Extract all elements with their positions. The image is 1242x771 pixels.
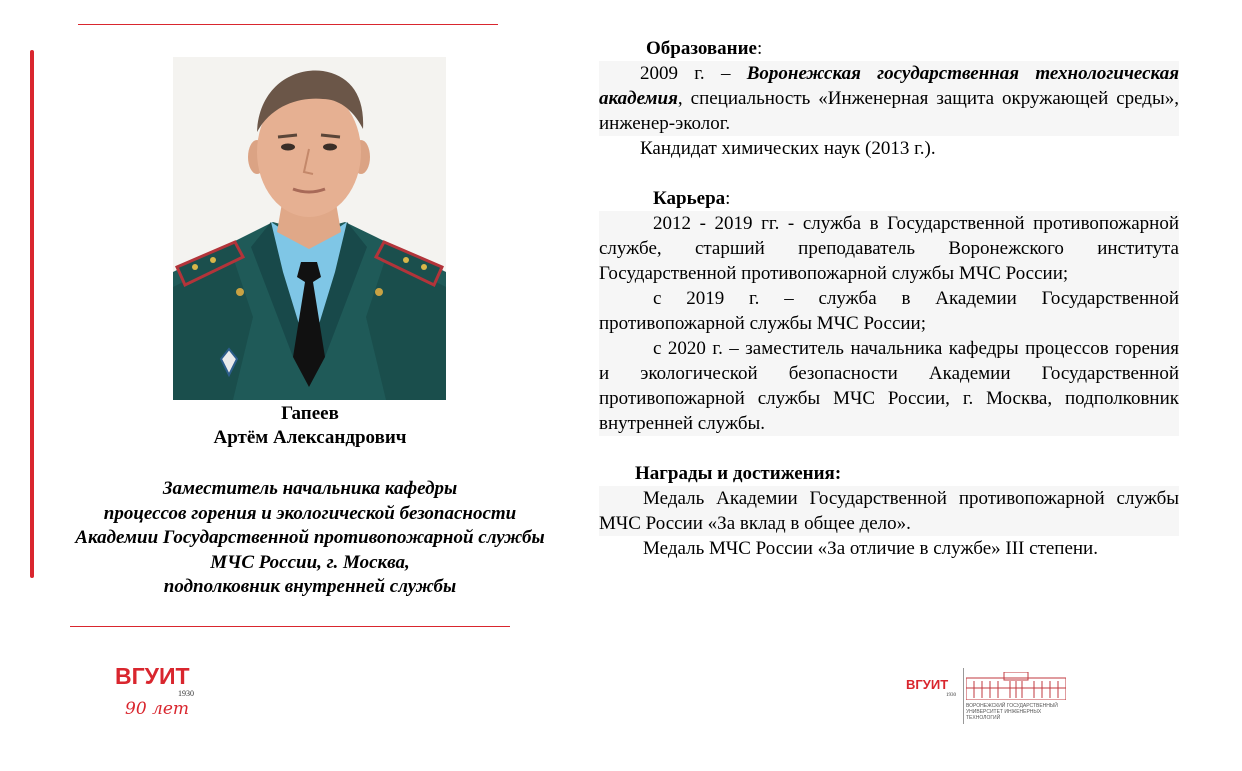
logo-year: 1930 <box>946 693 956 698</box>
university-building-icon <box>966 672 1066 700</box>
career-heading: Карьера: <box>653 188 731 209</box>
award-item: Медаль МЧС России «За отличие в службе» III степени. <box>643 538 1098 559</box>
awards-heading: Награды и достижения: <box>635 463 842 484</box>
position-line: Заместитель начальника кафедры <box>162 478 458 499</box>
position-line: МЧС России, г. Москва, <box>210 551 410 573</box>
logo-divider <box>963 668 964 724</box>
person-surname: Гапеев <box>281 403 339 424</box>
person-given-names: Артём Александрович <box>213 427 407 448</box>
logo-caption: ВОРОНЕЖСКИЙ ГОСУДАРСТВЕННЫЙ УНИВЕРСИТЕТ ИНЖЕНЕРНЫХ ТЕХНОЛОГИЙ <box>966 703 1058 721</box>
education-heading: Образование: <box>646 38 763 59</box>
logo-brand: ВГУИТ <box>115 663 190 689</box>
position-line: процессов горения и экологической безопасности <box>103 502 517 524</box>
position-line: подполковник внутренней службы <box>163 576 457 597</box>
award-item: Медаль Академии Государственной противопожарной службы МЧС России «За вклад в общее дело». <box>599 488 1179 534</box>
logo-anniversary: 90 лет <box>125 699 190 719</box>
biography-column <box>599 36 1179 561</box>
career-item: с 2020 г. – заместитель начальника кафедры процессов горения и экологической безопасности Академии Государственной противопожарной службы МЧС России, г. Москва, подполковник внутренней службы. <box>599 338 1179 434</box>
career-item: с 2019 г. – служба в Академии Государственной противопожарной службы МЧС России; <box>599 288 1179 334</box>
logo-year: 1930 <box>178 689 194 698</box>
education-institution: Воронежская государственная технологическая академия <box>599 63 1179 109</box>
education-phd: Кандидат химических наук (2013 г.). <box>640 138 936 159</box>
person-name <box>60 402 560 450</box>
logo-brand: ВГУИТ <box>906 677 949 692</box>
vguit-university-logo <box>906 668 1076 724</box>
top-rule <box>78 24 498 25</box>
person-position <box>20 477 600 600</box>
education-degree-paragraph: 2009 г. – Воронежская государственная технологическая академия, специальность «Инженерная защита окружающей среды», инженер-эколог. <box>599 63 1179 134</box>
vguit-90-years-logo <box>115 663 205 723</box>
position-line: Академии Государственной противопожарной службы <box>75 527 545 548</box>
career-item: 2012 - 2019 гг. - служба в Государственной противопожарной службе, старший преподаватель Воронежского института Государственной противопожарной службы МЧС России; <box>599 213 1179 284</box>
bottom-rule <box>70 626 510 627</box>
portrait-photo <box>173 57 446 400</box>
